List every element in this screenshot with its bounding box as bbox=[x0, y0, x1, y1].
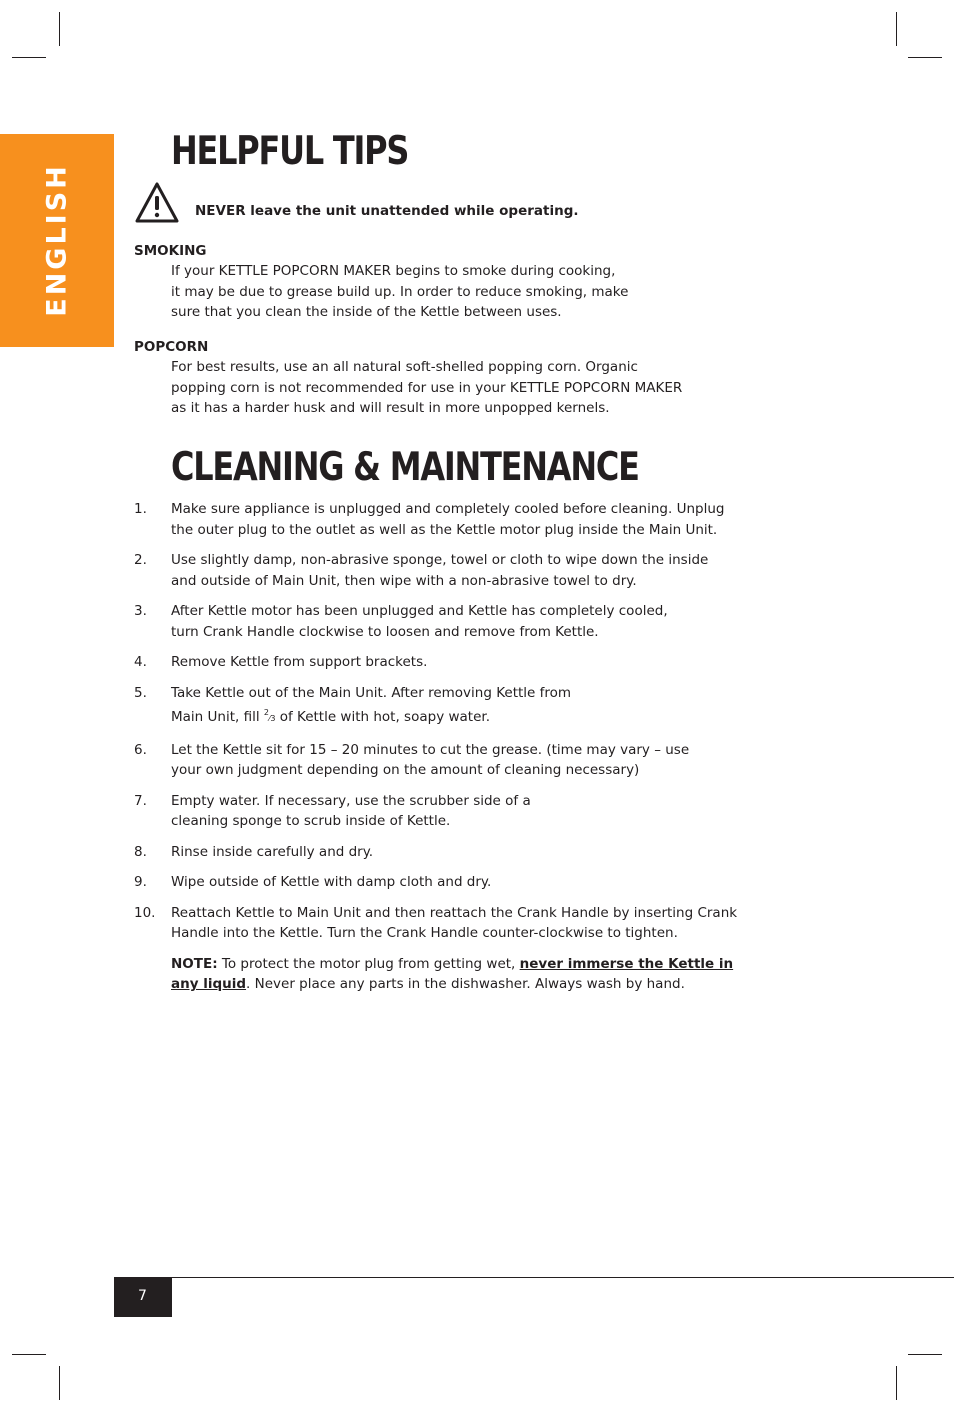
step-line: Rinse inside carefully and dry. bbox=[171, 843, 374, 860]
note-line bbox=[171, 974, 814, 995]
paragraph-line: popping corn is not recommended for use in your KETTLE POPCORN MAKER bbox=[171, 379, 683, 396]
step-text bbox=[171, 499, 724, 540]
step-line: Handle into the Kettle. Turn the Crank Handle counter-clockwise to tighten. bbox=[171, 925, 678, 941]
list-item bbox=[134, 872, 814, 893]
step-number: 5. bbox=[134, 684, 147, 701]
language-tab bbox=[0, 134, 114, 347]
step-number: 2. bbox=[134, 552, 147, 568]
step-text bbox=[171, 740, 689, 781]
step-line: and outside of Main Unit, then wipe with a non-abrasive towel to dry. bbox=[171, 572, 637, 589]
note-emphasis: never immerse the Kettle in bbox=[519, 955, 734, 972]
step-line-part: of Kettle with hot, soapy water. bbox=[275, 709, 490, 725]
paragraph-line: it may be due to grease build up. In order to reduce smoking, make bbox=[171, 283, 629, 300]
fraction-numerator: 2 bbox=[263, 708, 269, 717]
step-line: your own judgment depending on the amount of cleaning necessary) bbox=[171, 762, 640, 778]
helpful-tips-title: HELPFUL TIPS bbox=[171, 129, 409, 174]
step-text bbox=[171, 601, 668, 642]
crop-mark bbox=[12, 1354, 46, 1355]
step-number: 3. bbox=[134, 603, 147, 619]
step-line: Use slightly damp, non-abrasive sponge, towel or cloth to wipe down the inside bbox=[171, 552, 709, 568]
paragraph-line: For best results, use an all natural soft-shelled popping corn. Organic bbox=[171, 359, 638, 375]
step-line: Take Kettle out of the Main Unit. After removing Kettle from bbox=[171, 684, 572, 701]
step-number: 10. bbox=[134, 904, 156, 921]
step-text bbox=[171, 872, 491, 893]
popcorn-paragraph bbox=[171, 357, 682, 419]
step-text bbox=[171, 903, 737, 944]
step-number: 7. bbox=[134, 792, 147, 809]
crop-mark bbox=[908, 57, 942, 58]
paragraph-line: sure that you clean the inside of the Kettle between uses. bbox=[171, 304, 562, 320]
list-item bbox=[134, 550, 814, 591]
smoking-heading: SMOKING bbox=[134, 243, 207, 259]
list-item bbox=[134, 652, 814, 673]
cleaning-title: CLEANING & MAINTENANCE bbox=[171, 445, 639, 490]
language-tab-label: ENGLISH bbox=[41, 163, 73, 317]
note-text: . Never place any parts in the dishwasher. Always wash by hand. bbox=[246, 976, 685, 992]
step-text bbox=[171, 683, 571, 730]
step-line: Remove Kettle from support brackets. bbox=[171, 654, 428, 670]
paragraph-line: If your KETTLE POPCORN MAKER begins to smoke during cooking, bbox=[171, 263, 616, 279]
crop-mark bbox=[12, 57, 46, 58]
crop-mark bbox=[896, 12, 897, 46]
crop-mark bbox=[59, 1366, 60, 1400]
paragraph-line: as it has a harder husk and will result in more unpopped kernels. bbox=[171, 400, 610, 416]
list-item bbox=[134, 601, 814, 642]
note-line bbox=[171, 954, 814, 975]
step-text bbox=[171, 791, 531, 832]
crop-mark bbox=[896, 1366, 897, 1400]
note-text: To protect the motor plug from getting wet, bbox=[217, 955, 520, 972]
crop-mark bbox=[59, 12, 60, 46]
list-item bbox=[134, 683, 814, 730]
step-line: the outer plug to the outlet as well as the Kettle motor plug inside the Main Unit. bbox=[171, 521, 718, 538]
warning-text: NEVER leave the unit unattended while operating. bbox=[195, 203, 579, 219]
page-number-box bbox=[114, 1277, 172, 1317]
fraction-denominator: ⁄3 bbox=[268, 714, 276, 723]
list-item bbox=[134, 740, 814, 781]
step-number: 6. bbox=[134, 741, 147, 758]
list-item bbox=[134, 903, 814, 944]
note-paragraph bbox=[171, 954, 814, 995]
step-number: 9. bbox=[134, 874, 147, 890]
warning-icon bbox=[135, 181, 179, 225]
note-label: NOTE: bbox=[171, 955, 218, 972]
step-line: Let the Kettle sit for 15 – 20 minutes to cut the grease. (time may vary – use bbox=[171, 741, 690, 758]
step-number: 1. bbox=[134, 501, 147, 517]
smoking-paragraph bbox=[171, 261, 628, 323]
popcorn-heading: POPCORN bbox=[134, 339, 209, 355]
step-number: 8. bbox=[134, 843, 147, 860]
step-line: cleaning sponge to scrub inside of Kettle. bbox=[171, 813, 451, 829]
footer-rule bbox=[114, 1277, 954, 1278]
step-line: Reattach Kettle to Main Unit and then reattach the Crank Handle by inserting Crank bbox=[171, 904, 738, 921]
crop-mark bbox=[908, 1354, 942, 1355]
list-item bbox=[134, 499, 814, 540]
step-line bbox=[171, 703, 571, 730]
step-line: Make sure appliance is unplugged and completely cooled before cleaning. Unplug bbox=[171, 501, 725, 517]
list-item bbox=[134, 791, 814, 832]
note-emphasis: any liquid bbox=[171, 976, 247, 992]
step-line-part: Main Unit, fill bbox=[171, 709, 264, 725]
list-item bbox=[134, 842, 814, 863]
step-line: Wipe outside of Kettle with damp cloth and dry. bbox=[171, 874, 492, 890]
step-line: After Kettle motor has been unplugged and Kettle has completely cooled, bbox=[171, 603, 668, 619]
step-text bbox=[171, 842, 373, 863]
step-text bbox=[171, 652, 427, 673]
step-number: 4. bbox=[134, 654, 147, 670]
step-text bbox=[171, 550, 708, 591]
cleaning-steps-list bbox=[134, 499, 814, 995]
step-line: turn Crank Handle clockwise to loosen and remove from Kettle. bbox=[171, 623, 599, 640]
step-line: Empty water. If necessary, use the scrubber side of a bbox=[171, 792, 531, 809]
page-number: 7 bbox=[138, 1288, 147, 1304]
